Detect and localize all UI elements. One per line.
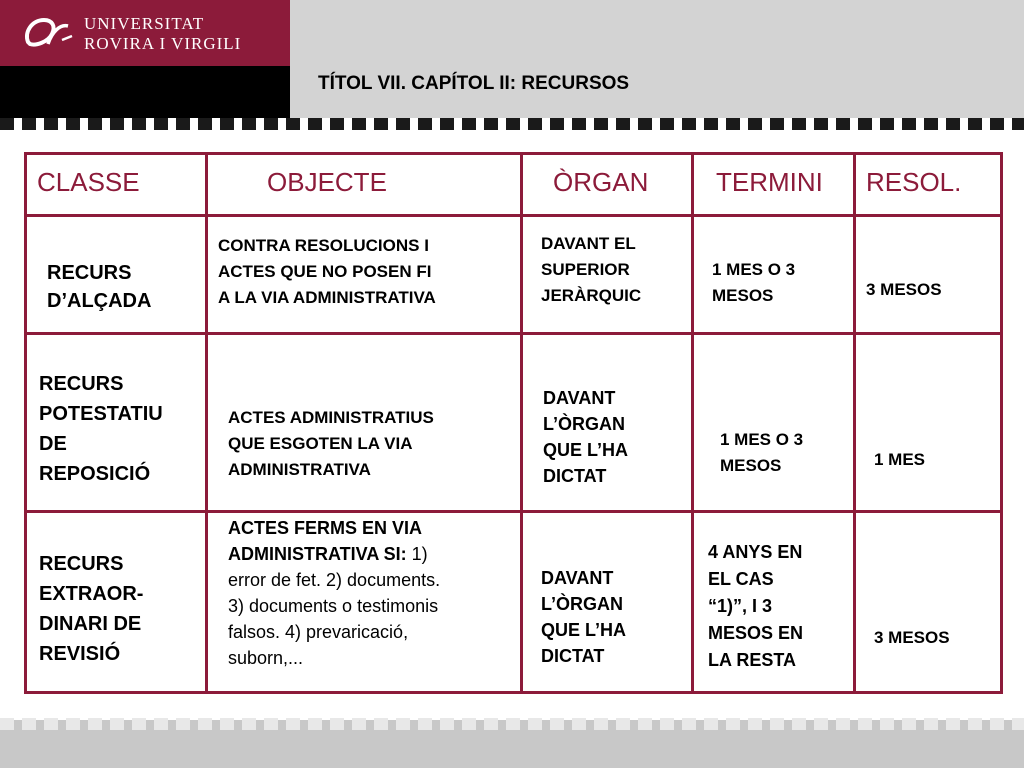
termini-text: 4 ANYS EN EL CAS “1)”, I 3 MESOS EN LA RESTA: [708, 542, 804, 671]
classe-text: RECURS D’ALÇADA: [47, 261, 152, 312]
header-organ: ÒRGAN: [553, 167, 649, 197]
university-name-line1: UNIVERSITAT: [84, 14, 205, 33]
table-row: [26, 333, 1002, 512]
header-termini: TERMINI: [716, 167, 823, 197]
cell-resol: [855, 215, 1002, 333]
cell-objecte: [207, 512, 522, 693]
resol-text: 3 MESOS: [866, 279, 942, 299]
header-classe: CLASSE: [37, 167, 140, 197]
header-cell-classe: [26, 154, 207, 216]
header-resol: RESOL.: [866, 167, 962, 197]
table-header-row: [26, 154, 1002, 216]
objecte-text: ACTES ADMINISTRATIUS QUE ESGOTEN LA VIA ADMINISTRATIVA: [228, 407, 434, 479]
top-dashed-divider: [0, 118, 1024, 130]
table-row: [26, 215, 1002, 333]
cell-objecte: [207, 333, 522, 512]
cell-organ: [522, 215, 693, 333]
termini-text: 1 MES O 3 MESOS: [712, 259, 796, 305]
cell-termini: [693, 215, 855, 333]
organ-text: DAVANT L’ÒRGAN QUE L’HA DICTAT: [543, 387, 629, 486]
cell-classe: [26, 333, 207, 512]
cell-classe: [26, 215, 207, 333]
objecte-text: [228, 515, 440, 671]
cell-termini: [693, 512, 855, 693]
cell-organ: [522, 333, 693, 512]
objecte-text: CONTRA RESOLUCIONS I ACTES QUE NO POSEN FI A LA VIA ADMINISTRATIVA: [218, 235, 436, 307]
header-cell-termini: [693, 154, 855, 216]
cell-classe: [26, 512, 207, 693]
objecte-rest-text: 1) error de fet. 2) documents. 3) documents o testimonis falsos. 4) prevaricació, suborn,...: [228, 544, 441, 669]
header-objecte: OBJECTE: [267, 167, 387, 197]
resol-text: 1 MES: [874, 449, 926, 469]
bottom-dashed-divider: [0, 718, 1024, 730]
cell-organ: [522, 512, 693, 693]
header-cell-objecte: [207, 154, 522, 216]
university-logo-icon: [22, 14, 74, 54]
classe-text: RECURS EXTRAOR- DINARI DE REVISIÓ: [39, 553, 144, 666]
objecte-bold-text: ACTES FERMS EN VIA ADMINISTRATIVA SI:: [228, 518, 423, 565]
cell-termini: [693, 333, 855, 512]
organ-text: DAVANT EL SUPERIOR JERÀRQUIC: [541, 233, 642, 305]
resol-text: 3 MESOS: [874, 628, 950, 648]
recursos-table: [24, 152, 1003, 694]
cell-resol: [855, 512, 1002, 693]
header-black-block: [0, 66, 290, 118]
university-name-line2: ROVIRA I VIRGILI: [84, 34, 242, 53]
header-logo-block: [0, 0, 290, 66]
header-cell-resol: [855, 154, 1002, 216]
header-cell-organ: [522, 154, 693, 216]
classe-text: RECURS POTESTATIU DE REPOSICIÓ: [39, 372, 163, 485]
cell-objecte: [207, 215, 522, 333]
header-gray-band: [290, 0, 1024, 118]
page-title: TÍTOL VII. CAPÍTOL II: RECURSOS: [318, 73, 630, 94]
cell-resol: [855, 333, 1002, 512]
university-name: [84, 14, 241, 54]
organ-text: DAVANT L’ÒRGAN QUE L’HA DICTAT: [541, 568, 627, 667]
termini-text: 1 MES O 3 MESOS: [720, 429, 804, 475]
table-row: [26, 512, 1002, 693]
